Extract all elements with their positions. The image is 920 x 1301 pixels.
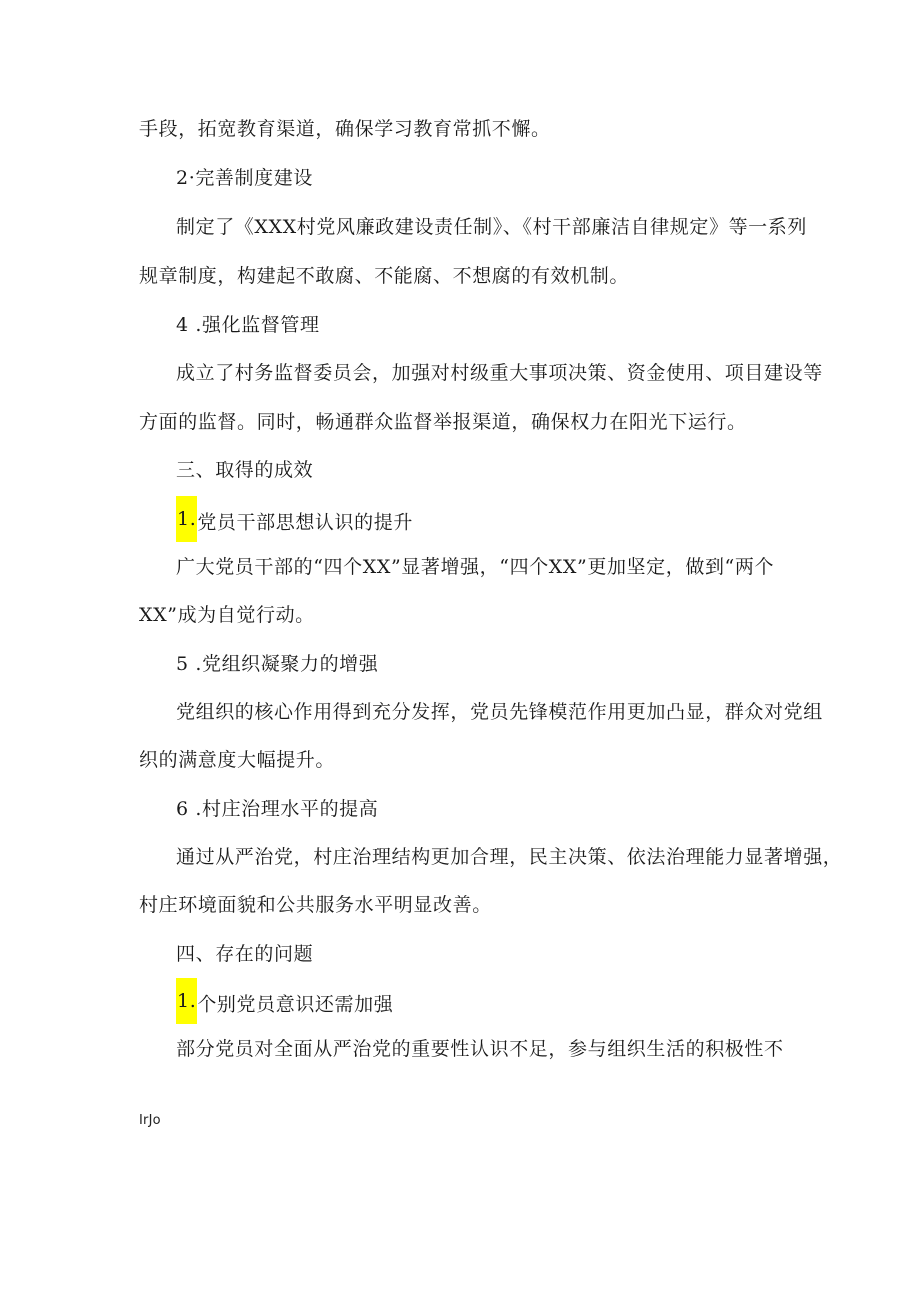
section-heading <box>176 505 413 542</box>
section-heading-text: 党员干部思想认识的提升 <box>197 511 413 534</box>
section-heading: 5 .党组织凝聚力的增强 <box>176 653 379 675</box>
highlighted-number: 1. <box>176 496 197 542</box>
section-heading: 4 .强化监督管理 <box>176 314 320 336</box>
paragraph-line: 制定了《XXX村党风廉政建设责任制》、《村干部廉洁自律规定》等一系列 <box>176 216 807 238</box>
paragraph-line: 规章制度，构建起不敢腐、不能腐、不想腐的有效机制。 <box>139 265 630 287</box>
paragraph-line: 党组织的核心作用得到充分发挥，党员先锋模范作用更加凸显，群众对党组 <box>176 701 823 723</box>
paragraph-line: 手段，拓宽教育渠道，确保学习教育常抓不懈。 <box>139 118 551 140</box>
section-heading <box>176 987 393 1024</box>
chapter-heading: 四、存在的问题 <box>176 943 314 965</box>
paragraph-line: 部分党员对全面从严治党的重要性认识不足，参与组织生活的积极性不 <box>176 1038 784 1060</box>
paragraph-line: XX”成为自觉行动。 <box>139 604 315 626</box>
section-heading: 2·完善制度建设 <box>176 167 313 189</box>
section-heading-text: 个别党员意识还需加强 <box>197 993 394 1016</box>
highlighted-number: 1. <box>176 978 197 1024</box>
paragraph-line: 村庄环境面貌和公共服务水平明显改善。 <box>139 894 492 916</box>
paragraph-line: 通过从严治党，村庄治理结构更加合理，民主决策、依法治理能力显著增强， <box>176 846 843 868</box>
paragraph-line: 方面的监督。同时，畅通群众监督举报渠道，确保权力在阳光下运行。 <box>139 411 747 433</box>
chapter-heading: 三、取得的成效 <box>176 459 314 481</box>
paragraph-line: 广大党员干部的“四个XX”显著增强，“四个XX”更加坚定，做到“两个 <box>176 556 775 578</box>
paragraph-line: 成立了村务监督委员会，加强对村级重大事项决策、资金使用、项目建设等 <box>176 362 823 384</box>
page-footer-text: IrJo <box>139 1113 161 1128</box>
paragraph-line: 织的满意度大幅提升。 <box>139 749 336 771</box>
section-heading: 6 .村庄治理水平的提高 <box>176 798 379 820</box>
